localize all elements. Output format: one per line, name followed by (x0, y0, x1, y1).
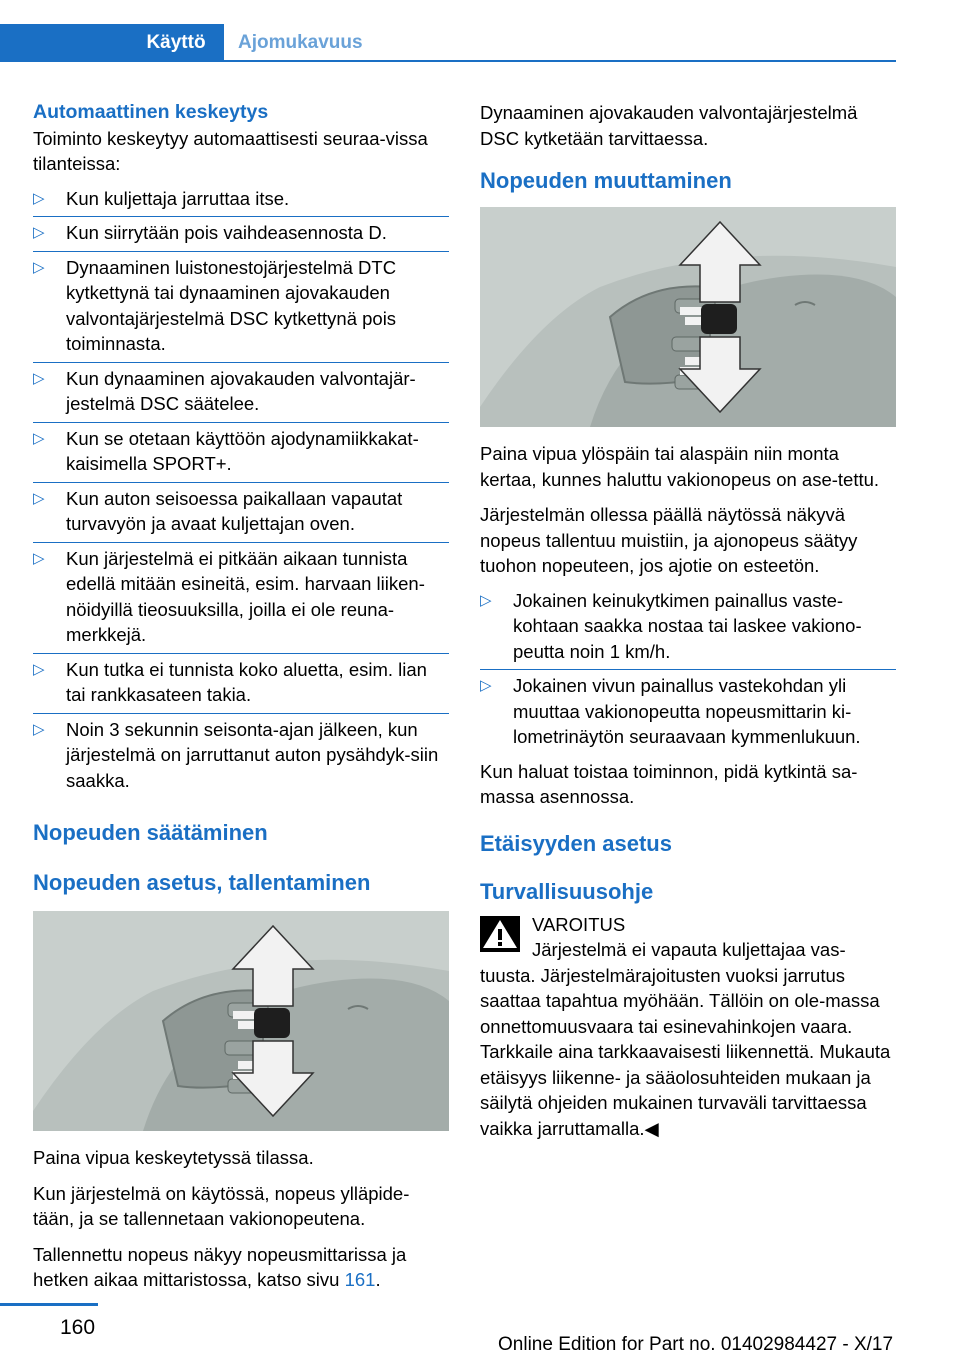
warning-box (480, 912, 896, 938)
bullet-item (33, 717, 449, 794)
bullet-item (33, 546, 449, 648)
bullet-text: Dynaaminen luistonestojärjestelmä DTC kytkettynä tai dynaaminen ajovakauden valvontajärjestelmä DSC kytkettynä pois toiminnasta. (66, 256, 397, 354)
bullet-separator (33, 422, 449, 423)
section-title-auto-interrupt: Automaattinen keskeytys (33, 101, 269, 123)
steering-wheel-lever-photo-2 (480, 207, 896, 427)
bullet-separator (33, 713, 449, 714)
page-link-161[interactable]: 161 (344, 1269, 376, 1290)
bullet-triangle-icon: ▷ (480, 677, 492, 694)
bullet-separator (33, 362, 449, 363)
warning-text: Järjestelmä ei vapauta kuljettajaa vas‐tuusta. Järjestelmärajoitusten vuoksi jarrutus saattaa tapahtua myöhään. Tällöin on ole‐massa onnettomuusvaara tai esinevahinkojen vaara. Tarkkaile aina tarkkaavaisesti liikennettä. Mukauta etäisyys liikenne- ja sääolosuhteiden mukaan ja säilytä ohjeiden mukainen turvaväli tarvittaessa vaikka jarruttamalla.◀ (480, 939, 891, 1139)
paragraph-saved-speed (33, 1242, 449, 1293)
bullet-triangle-icon: ▷ (33, 224, 45, 241)
auto-bullet-list (33, 186, 449, 794)
steering-wheel-lever-photo (33, 911, 449, 1131)
saved-speed-text: Tallennettu nopeus näkyy nopeusmittarissa ja hetken aikaa mittaristossa, katso sivu (33, 1243, 407, 1290)
bullet-separator (33, 653, 449, 654)
bullet-item (33, 657, 449, 708)
paragraph-speed-maintained: Kun järjestelmä on käytössä, nopeus ylläpide‐tään, ja se tallennetaan vakionopeutena. (33, 1182, 410, 1229)
bullet-triangle-icon: ▷ (33, 720, 45, 738)
bullet-separator (33, 542, 449, 543)
bullet-separator (33, 216, 449, 217)
footer-edition: Online Edition for Part no. 01402984427 - X/17 (498, 1334, 894, 1355)
bullet-text: Noin 3 sekunnin seisonta-ajan jälkeen, kun järjestelmä on jarruttanut auton pysähdyk‐siin saakka. (66, 718, 439, 791)
saved-speed-suffix: . (375, 1269, 381, 1290)
section-title-safety: Turvallisuusohje (480, 878, 654, 904)
bullet-text: Kun järjestelmä ei pitkään aikaan tunnista edellä mitään esineitä, esim. harvaan liiken‐nöidyillä tieosuuksilla, joilla ei ole reuna‐merkkejä. (66, 547, 425, 645)
section-title-speed-change: Nopeuden muuttaminen (480, 168, 732, 193)
bullet-text: Kun tutka ei tunnista koko aluetta, esim. lian tai rankkasateen takia. (66, 658, 427, 705)
footer-divider (0, 1303, 98, 1306)
bullet-item (33, 220, 449, 246)
bullet-text: Kun se otetaan käyttöön ajodynamiikkakat‐kaisimella SPORT+. (66, 427, 419, 474)
bullet-text: Kun auton seisoessa paikallaan vapautat turvavyön ja avaat kuljettajan oven. (66, 487, 403, 534)
bullet-item (33, 426, 449, 477)
paragraph-press-up-down: Paina vipua ylöspäin tai alaspäin niin monta kertaa, kunnes haluttu vakionopeus on ase‐tettu. (480, 443, 880, 490)
bullet-triangle-icon: ▷ (33, 369, 45, 387)
section-title-speed-adjust: Nopeuden säätäminen (33, 820, 268, 845)
bullet-triangle-icon: ▷ (33, 189, 45, 207)
bullet-text: Jokainen vivun painallus vastekohdan yli muuttaa vakionopeutta nopeusmittarin ki‐lometrinäytön seuraavaan kymmenlukuun. (513, 675, 861, 747)
bullet-item (33, 486, 449, 537)
page-number: 160 (60, 1316, 96, 1339)
bullet-triangle-icon: ▷ (33, 660, 45, 678)
warning-label: VAROITUS (532, 913, 626, 935)
right-column (480, 100, 896, 1141)
bullet-item (33, 186, 449, 212)
bullet-triangle-icon: ▷ (480, 591, 492, 609)
header-divider (224, 60, 896, 62)
warning-triangle-icon (480, 916, 520, 952)
change-bullet-list (480, 588, 896, 750)
section-title-distance: Etäisyyden asetus (480, 830, 672, 856)
bullet-triangle-icon: ▷ (33, 429, 45, 447)
bullet-triangle-icon: ▷ (33, 258, 45, 276)
bullet-separator (33, 482, 449, 483)
paragraph-press-lever: Paina vipua keskeytetyssä tilassa. (33, 1147, 314, 1168)
paragraph-repeat: Kun haluat toistaa toiminnon, pidä kytkintä sa‐massa asennossa. (480, 760, 858, 807)
header-bar (0, 24, 128, 62)
bullet-separator (33, 251, 449, 252)
bullet-text: Kun dynaaminen ajovakauden valvontajär‐jestelmä DSC säätelee. (66, 367, 416, 414)
paragraph-speed-stored: Järjestelmän ollessa päällä näytössä näkyvä nopeus tallentuu muistiin, ja ajonopeus säätyy tuohon nopeuteen, jos ajotie on esteetön. (480, 504, 858, 576)
bullet-text: Jokainen keinukytkimen painallus vaste‐kohtaan saakka nostaa tai laskee vakiono‐peutta noin 1 km/h. (513, 589, 862, 662)
bullet-triangle-icon: ▷ (33, 489, 45, 507)
bullet-text: Kun kuljettaja jarruttaa itse. (66, 187, 290, 209)
bullet-item (480, 673, 896, 750)
bullet-item (480, 588, 896, 665)
bullet-separator (480, 669, 896, 670)
bullet-item (33, 366, 449, 417)
header-section-tab: Käyttö (128, 24, 224, 62)
section-title-speed-set: Nopeuden asetus, tallentaminen (33, 870, 371, 895)
bullet-item (33, 255, 449, 357)
paragraph-dsc: Dynaaminen ajovakauden valvontajärjestelmä DSC kytketään tarvittaessa. (480, 102, 858, 149)
header-chapter-tab: Ajomukavuus (238, 32, 363, 53)
auto-intro: Toiminto keskeytyy automaattisesti seuraa‐vissa tilanteissa: (33, 127, 428, 174)
bullet-text: Kun siirrytään pois vaihdeasennosta D. (66, 222, 387, 243)
left-column (33, 100, 449, 1293)
bullet-triangle-icon: ▷ (33, 549, 45, 567)
